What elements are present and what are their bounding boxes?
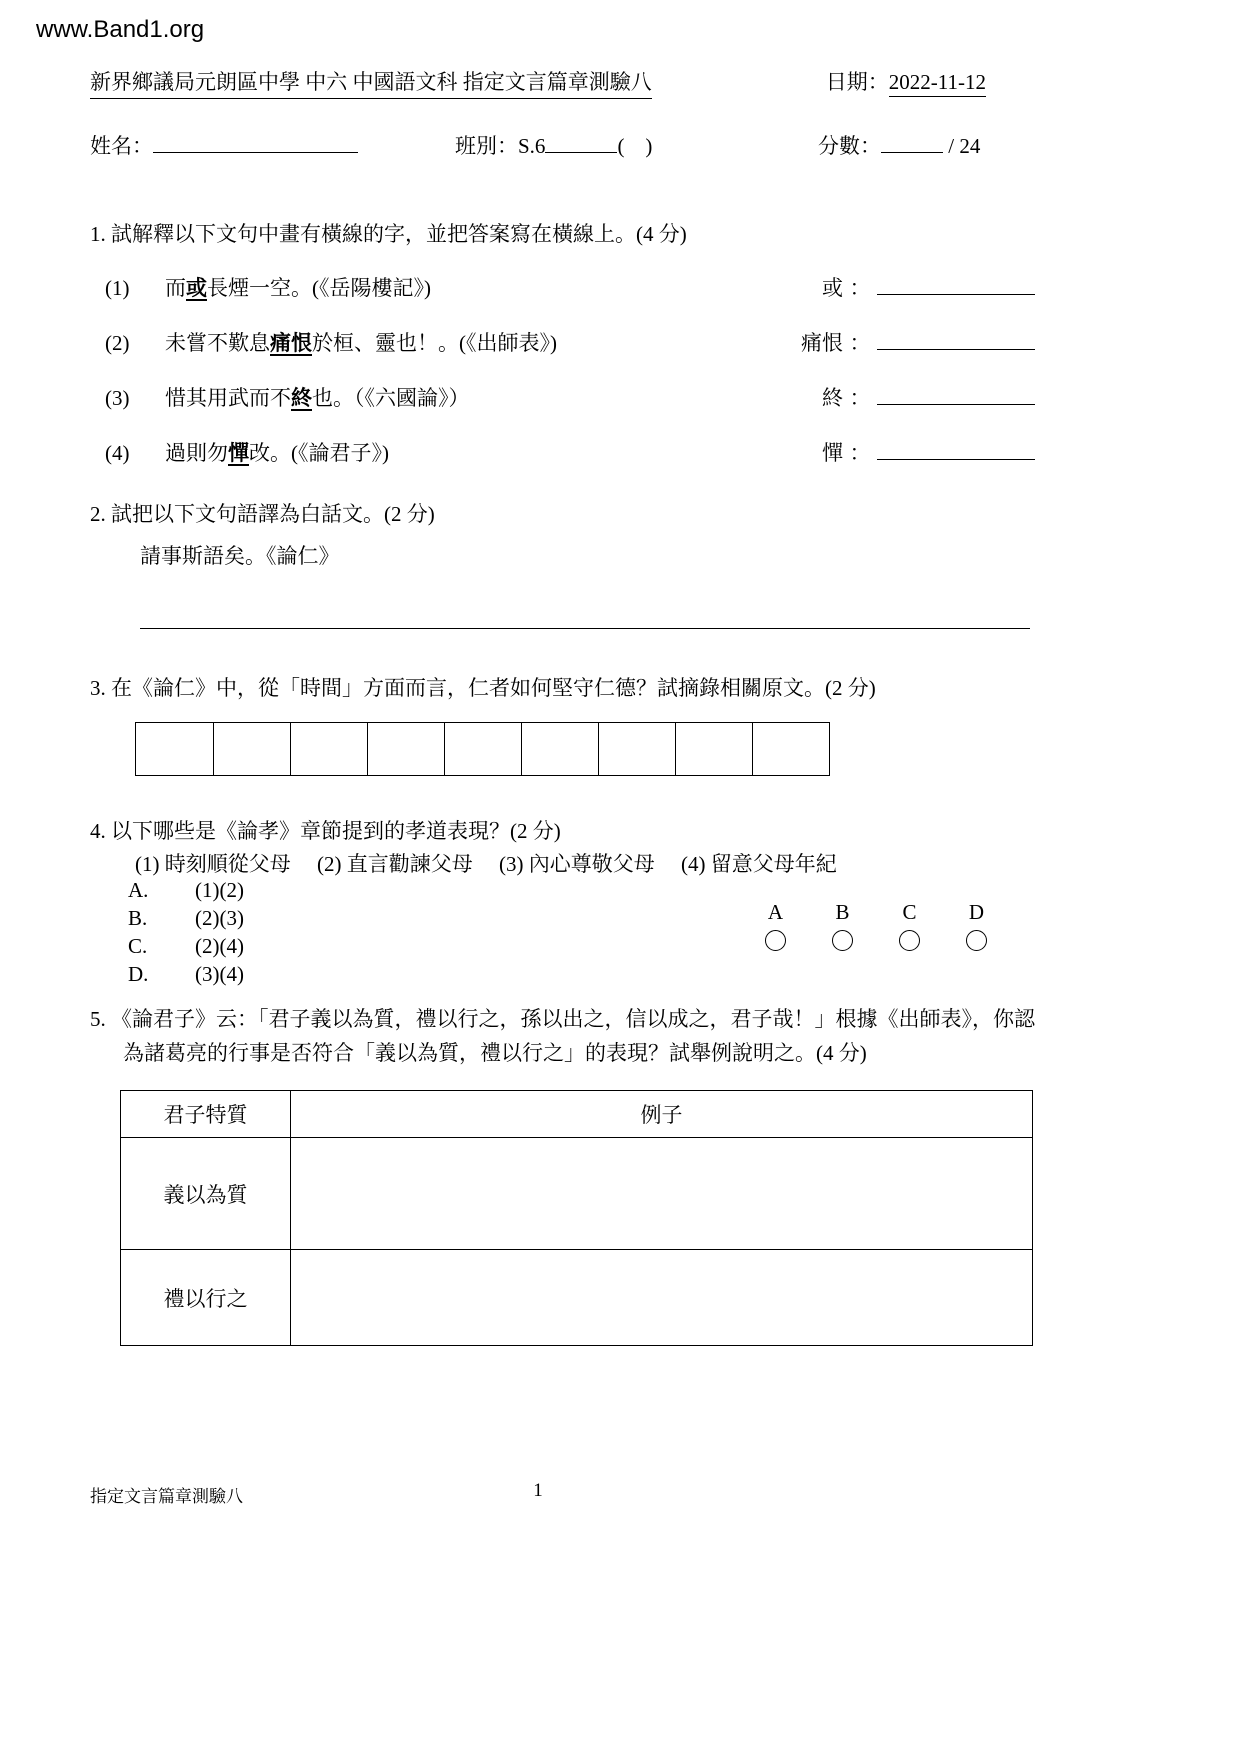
q1-item-3-answer-blank[interactable]: [877, 384, 1035, 405]
q1-item-2-colon: ：: [849, 331, 871, 355]
q1-item-1-answer-blank[interactable]: [877, 274, 1035, 295]
score-field: [818, 130, 980, 160]
q1-item-3-pre: 惜其用武而不: [165, 386, 291, 410]
q1-item-4-number: (4): [105, 441, 130, 465]
q1-item-3-sentence: [165, 382, 748, 412]
q1-item-3-colon: ：: [849, 386, 871, 410]
q4-choice-d-letter: D.: [128, 962, 149, 986]
q1-item-2-word: 痛恨: [801, 331, 843, 355]
q3-grid-cell[interactable]: [752, 723, 829, 775]
q1-title: 1. 試解釋以下文句中畫有橫線的字，並把答案寫在橫線上。(4 分): [90, 222, 687, 246]
class-label: 班別：S.6: [455, 134, 546, 158]
q5-row-2-example-cell[interactable]: [291, 1250, 1032, 1345]
q1-item-4-answer-blank[interactable]: [877, 439, 1035, 460]
q1-item-2-keyword: 痛恨: [270, 331, 312, 355]
date-label: 日期：: [825, 70, 889, 94]
q1-item-3-word: 終: [822, 386, 843, 410]
q5-row-1-example-cell[interactable]: [291, 1138, 1032, 1249]
q1-item-1-word: 或: [822, 276, 843, 300]
q4-answer-circle-d[interactable]: [966, 930, 987, 951]
q4-answer-letter-b: B: [835, 900, 850, 924]
q1-item-3-post: 也。（《六國論》）: [312, 386, 470, 410]
q4-answer-letter-c: C: [902, 900, 917, 924]
q5-header-trait: 君子特質: [121, 1091, 291, 1137]
name-label: 姓名：: [90, 134, 153, 158]
q1-item-2-sentence: [165, 327, 748, 357]
q1-item-1-sentence: [165, 272, 748, 302]
q1-item-1-keyword: 或: [186, 276, 207, 300]
q1-item-4-keyword: 憚: [228, 441, 249, 465]
q4-answer-letters: [742, 900, 1010, 925]
q2-sentence: 請事斯語矣。《論仁》: [140, 544, 340, 568]
q1-item-3: [105, 382, 1035, 412]
class-paren: ( ): [617, 134, 653, 158]
q5-row-1-trait: 義以為質: [121, 1138, 291, 1249]
q1-item-4-sentence: [165, 437, 748, 467]
q1-item-1-colon: ：: [849, 276, 871, 300]
q3-answer-grid: [135, 722, 830, 776]
q4-choice-d: [128, 962, 244, 987]
q1-item-4-colon: ：: [849, 441, 871, 465]
header: [90, 66, 986, 99]
q4-choice-a: [128, 878, 244, 903]
q4-answer-circle-a[interactable]: [765, 930, 786, 951]
q5-header-example: 例子: [640, 1103, 683, 1127]
q1-item-1-pre: 而: [165, 276, 186, 300]
q4-choice-c: [128, 934, 244, 959]
paper-title: 新界鄉議局元朗區中學 中六 中國語文科 指定文言篇章測驗八: [90, 66, 652, 99]
q1-item-1: [105, 272, 1035, 302]
footer-page-number: 1: [533, 1480, 543, 1501]
student-info-row: [0, 130, 1240, 160]
q4-choice-c-letter: C.: [128, 934, 148, 958]
score-blank[interactable]: [881, 132, 943, 153]
q4-answer-circle-b[interactable]: [832, 930, 853, 951]
q3-grid-cell[interactable]: [675, 723, 752, 775]
q3-title: 3. 在《論仁》中，從「時間」方面而言，仁者如何堅守仁德？試摘錄相關原文。(2 分): [90, 676, 876, 700]
q1-item-4-word: 憚: [822, 441, 843, 465]
q3-grid-cell[interactable]: [444, 723, 521, 775]
q1-item-3-keyword: 終: [291, 386, 312, 410]
q3-grid-cell[interactable]: [367, 723, 444, 775]
q1-item-3-number: (3): [105, 386, 130, 410]
q1-item-2: [105, 327, 1035, 357]
q1-item-4-post: 改。(《論君子》): [249, 441, 389, 465]
q1-item-4: [105, 437, 1035, 467]
q1-item-4-pre: 過則勿: [165, 441, 228, 465]
q3-grid-cell[interactable]: [290, 723, 367, 775]
q4-choice-b-letter: B.: [128, 906, 148, 930]
score-total: / 24: [948, 134, 981, 158]
q1-item-2-post: 於桓、靈也！。(《出師表》): [312, 331, 557, 355]
q4-answer-letter-d: D: [968, 900, 985, 924]
q5-row-2-trait: 禮以行之: [121, 1250, 291, 1345]
site-watermark: www.Band1.org: [36, 16, 205, 43]
q1-item-2-answer-blank[interactable]: [877, 329, 1035, 350]
date-field: [826, 66, 986, 96]
q4-options-line: (1) 時刻順從父母 (2) 直言勸諫父母 (3) 內心尊敬父母 (4) 留意父母年紀: [135, 852, 837, 876]
q1-item-1-post: 長煙一空。(《岳陽樓記》): [207, 276, 431, 300]
q1-item-2-number: (2): [105, 331, 130, 355]
q3-grid-cell[interactable]: [136, 723, 213, 775]
q4-choice-c-value: (2)(4): [195, 934, 244, 958]
q1-item-2-pre: 未嘗不歎息: [165, 331, 270, 355]
q4-choice-b: [128, 906, 244, 931]
q5-table-header-row: [121, 1091, 1032, 1137]
q4-choice-b-value: (2)(3): [195, 906, 244, 930]
q4-choice-d-value: (3)(4): [195, 962, 244, 986]
footer-paper-name: 指定文言篇章測驗八: [90, 1487, 243, 1506]
q3-grid-cell[interactable]: [213, 723, 290, 775]
class-blank[interactable]: [545, 132, 617, 153]
q2-title: 2. 試把以下文句語譯為白話文。(2 分): [90, 502, 435, 526]
date-value: 2022-11-12: [889, 70, 986, 97]
q2-answer-line[interactable]: [140, 628, 1030, 629]
q1-item-1-number: (1): [105, 276, 130, 300]
q4-answer-circles: [742, 930, 1010, 951]
q5-table-row-1: [121, 1137, 1032, 1249]
q4-answer-circle-c[interactable]: [899, 930, 920, 951]
q5-title: 5. 《論君子》云：「君子義以為質，禮以行之，孫以出之，信以成之，君子哉！」根據《出師表》，你認為諸葛亮的行事是否符合「義以為質，禮以行之」的表現？試舉例說明之。(4 分): [90, 1007, 1035, 1066]
q4-answer-letter-a: A: [767, 900, 784, 924]
q4-title: 4. 以下哪些是《論孝》章節提到的孝道表現？(2 分): [90, 819, 561, 843]
class-field: [455, 130, 652, 160]
q3-grid-cell[interactable]: [598, 723, 675, 775]
q5-table: [120, 1090, 1033, 1346]
name-blank[interactable]: [153, 132, 358, 153]
score-label: 分數：: [818, 134, 881, 158]
q5-table-row-2: [121, 1249, 1032, 1345]
q4-choice-a-letter: A.: [128, 878, 149, 902]
name-field: [90, 130, 358, 160]
q4-choice-a-value: (1)(2): [195, 878, 244, 902]
q3-grid-cell[interactable]: [521, 723, 598, 775]
